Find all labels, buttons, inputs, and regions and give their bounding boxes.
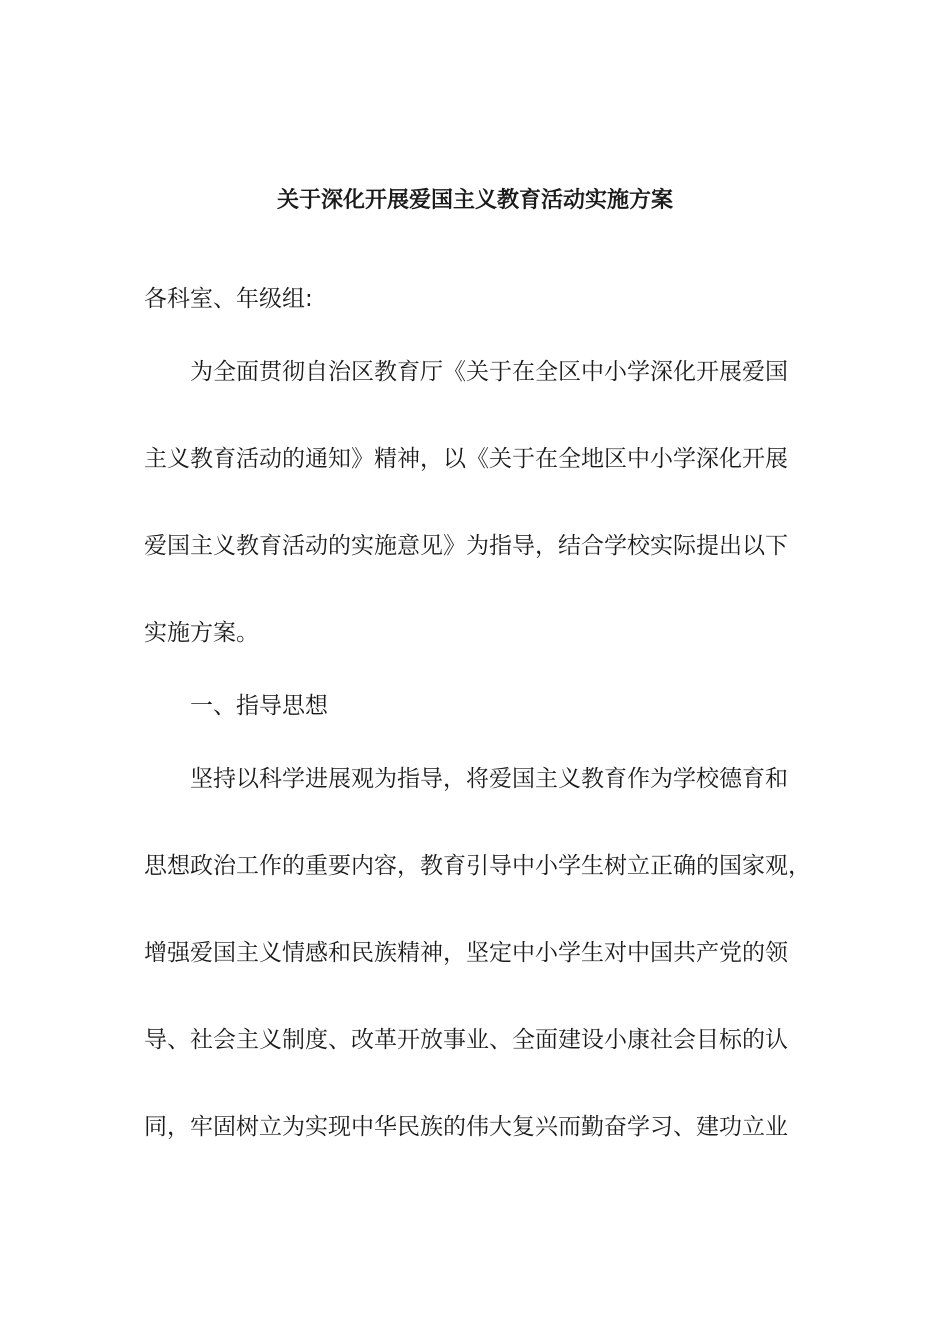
section-body-line: 思想政治工作的重要内容，教育引导中小学生树立正确的国家观， bbox=[144, 853, 811, 879]
intro-line: 爱国主义教育活动的实施意见》为指导，结合学校实际提出以下 bbox=[144, 533, 788, 559]
salutation: 各科室、年级组: bbox=[144, 286, 313, 312]
section-body-line: 增强爱国主义情感和民族精神，坚定中小学生对中国共产党的领 bbox=[144, 940, 788, 966]
section-body-line: 导、社会主义制度、改革开放事业、全面建设小康社会目标的认 bbox=[144, 1027, 788, 1053]
section-heading: 一、指导思想 bbox=[190, 693, 328, 719]
section-body-line: 坚持以科学进展观为指导，将爱国主义教育作为学校德育和 bbox=[190, 766, 788, 792]
intro-line: 为全面贯彻自治区教育厅《关于在全区中小学深化开展爱国 bbox=[190, 359, 788, 385]
intro-line: 实施方案。 bbox=[144, 620, 259, 646]
section-body-line: 同，牢固树立为实现中华民族的伟大复兴而勤奋学习、建功立业 bbox=[144, 1114, 788, 1140]
document-title: 关于深化开展爱国主义教育活动实施方案 bbox=[276, 188, 673, 213]
intro-line: 主义教育活动的通知》精神，以《关于在全地区中小学深化开展 bbox=[144, 446, 788, 472]
